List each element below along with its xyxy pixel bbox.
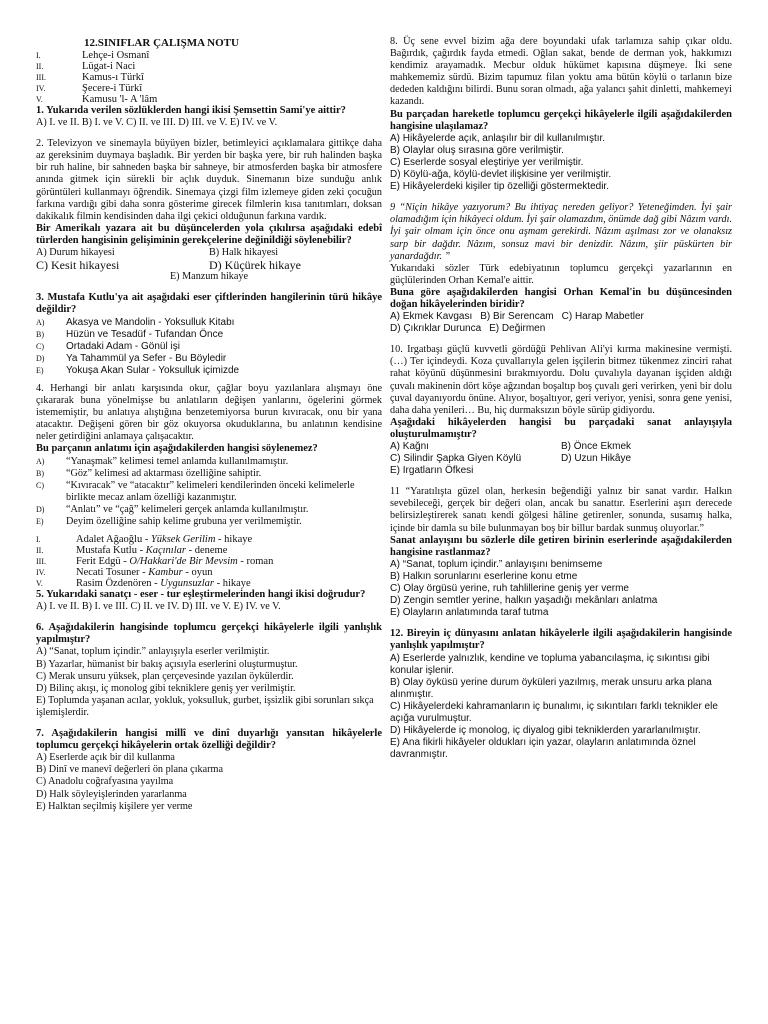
option-d: D) Küçürek hikaye (209, 258, 301, 273)
option-b: B) Yazarlar, hümanist bir bakış açısıyla eserlerini oluşturmuştur. (36, 658, 298, 670)
question-6 (36, 622, 382, 719)
question-stem: Aşağıdaki hikâyelerden hangisi bu parçadaki sanat anlayışıyla oluşturulmamıştır? (390, 416, 732, 440)
list-item: IV. Necati Tosuner - Kambur - oyun (36, 567, 213, 579)
list-item: V. Rasim Özdenören - Uygunsuzlar - hikaye (36, 578, 251, 590)
list-item: III. Ferit Edgü - O/Hakkari'de Bir Mevsim - roman (36, 556, 274, 568)
option-d: D) “Anlatı” ve “çağ” kelimeleri gerçek anlamda kullanılmıştır. (36, 503, 309, 515)
question-stem: 6. Aşağıdakilerin hangisinde toplumcu gerçekçi hikâyelerle ilgili yanlışlık yapılmıştır? (36, 622, 382, 646)
option-d: D) Hikâyelerde iç monolog, iç diyalog gibi tekniklerden yararlanılmıştır. (390, 725, 701, 737)
list-item: I. Adalet Ağaoğlu - Yüksek Gerilim - hikaye (36, 534, 253, 546)
option-c: C) Anadolu coğrafyasına yayılma (36, 776, 174, 788)
question-2 (36, 138, 382, 283)
question-passage: 2. Televizyon ve sinemayla büyüyen bizler, betimleyici açıklamalara gittikçe daha az gereksinim duymaya başladık. Bir yerden bir başka yere, bir ruh halinden başka bir ruh haline, bir sahneden başka bir sahneye, bir atmosferden başka bir atmosfere anında gitmek için sürekli bir açlık duyduk. Sinemanın bize sunduğu anlık görüntüleri kullanmayı öğrendik. Sinemaya çizgi film izlemeye giden zeki çocuğun farkına vardığı gibi daha sonra gösterime girecek filmlerin kısa tanıtımları, doksan dakikalık filmin kendisinden daha ilgi çekici olduğunun farkına vardık. (36, 138, 382, 222)
option-a: A) Akasya ve Mandolin - Yoksulluk Kitabı (36, 316, 235, 328)
option-e: E) Manzum hikaye (169, 271, 249, 283)
question-3 (36, 292, 382, 377)
option-c: C) Ortadaki Adam - Gönül işi (36, 340, 180, 352)
question-5 (36, 534, 382, 613)
option-a: A) Eserlerde açık bir dil kullanma (36, 752, 175, 764)
option-b: B) Hüzün ve Tesadüf - Tufandan Önce (36, 328, 224, 340)
question-passage: 10. Irgatbaşı güçlü kuvvetli gördüğü Pehlivan Ali'yi kırma makinesine vermişti. (…) Ter içindeydi. Koza çuvallarıyla gelen işçilerin bitmez tükenmez zinciri rahat rahat köyünü düşünmesini bırakmıyordu. Dolu çuvalıyla dayanan işçiden aldığı çuvalı makinenin dört köşe ağzından boşaltıp boş çuvalı geri verirken, yeni bir dolu çuval dayanıyordu önüne. Alıyor, boşaltıyor, geri veriyor, yenisi, sonra gene yenisi, daha daha yenileri… Bu, hiç durmaksızın böyle sürüp gidiyordu. (390, 344, 732, 416)
option-d: D) Halk söyleyişlerinden yararlanma (36, 788, 187, 800)
right-column (390, 36, 732, 761)
question-stem: Bu parçanın anlatımı için aşağıdakilerden hangisi söylenemez? (36, 443, 318, 455)
list-item: III. Kamus-ı Türkî (36, 72, 144, 83)
option-a: A) “Sanat, toplum içindir.” anlayışıyla eserler verilmiştir. (36, 646, 270, 658)
question-passage: 4. Herhangi bir anlatı karşısında okur, çağlar boyu yazılanlara alışmayı öne çıkararak buna yönelmişse bu anlatıların değişen yanlarını, ögelerini görmek istememiştir, bu anlatıya alıştığına benzetemiyorsa burun kıvıracak, onu bir yana atacaktır. Değişeni gören bir göz okuyorsa okuduklarına, bu anlatının kendisine neler getirdiğini anlamaya çalışacaktır. (36, 382, 382, 443)
option-e: E) Ana fikirli hikâyeler oldukları için yazar, olayların anlatımında öznel davranmıştır. (390, 737, 696, 761)
option-d: D) Bilinç akışı, iç monolog gibi tekniklere geniş yer verilmiştir. (36, 682, 296, 694)
option-a: A) Hikâyelerde açık, anlaşılır bir dil kullanılmıştır. (390, 132, 606, 144)
list-item: V. Kamusu 'l- A 'lâm (36, 94, 158, 105)
option-e: E) Değirmen (489, 323, 546, 335)
question-12 (390, 628, 732, 761)
question-stem: 5. Yukarıdaki sanatçı - eser - tur eşleştirmelerinden hangi ikisi doğrudur? (36, 589, 366, 601)
question-stem: Buna göre aşağıdakilerden hangisi Orhan Kemal'in bu düşüncesinden doğan hikâyelerinden biridir? (390, 286, 732, 310)
option-c: C) Harap Mabetler (561, 311, 644, 323)
question-stem: 3. Mustafa Kutlu'ya ait aşağıdaki eser çiftlerinden hangilerinin türü hikâye değildir? (36, 292, 382, 316)
option-b: B) Olaylar oluş sırasına göre verilmiştir. (390, 144, 564, 156)
list-item: I. Lehçe-i Osmanî (36, 50, 150, 61)
question-11 (390, 486, 732, 619)
list-item: II. Mustafa Kutlu - Kaçınılar - deneme (36, 545, 228, 557)
left-column (36, 36, 382, 813)
question-1 (36, 50, 382, 129)
list-item: IV. Şecere-i Türkî (36, 83, 143, 94)
option-b: B) Bir Serencam (480, 311, 554, 323)
option-d: D) Köylü-ağa, köylü-devlet ilişkisine yer verilmiştir. (390, 169, 612, 181)
option-b: B) Halk hikayesi (209, 247, 279, 259)
question-passage: 8. Üç sene evvel bizim ağa dere boyundaki ufak tarlamıza sahip çıkar oldu. Bağırdık, çağırdık fayda etmedi. Oğlan sakat, bende de derman yok, hakkımızı kendimiz arayamadık. Mecbur olduk hükümet kapısına düşmeye. İki sene mahkememiz sürdü. Bizim tapumuz filan yoktu ama bütün köylü o tarlanın bize dededen kaldığını bilirdi. Bunu soran olmadı, ağa yalancı şahit dinletti, mahkemeyi kazandı. (390, 36, 732, 108)
option-c: C) Kesit hikayesi (36, 258, 120, 273)
option-c: C) Hikâyelerdeki kahramanların iç bunalımı, iç sıkıntıları farklı teknikler ele açığa vurulmuştur. (390, 700, 718, 724)
question-passage: 11 “Yaratılışta güzel olan, herkesin beğendiği yalnız bir sanat vardır. Halkın sevebileceği, gerçek bir değeri olan, ancak bu sanattır. Eserlerini aşırı derecede belirsizleştirerek sanatı kendi gölgesi hâline getirenler, sonunda, susamış halka, içinde bir damla su bile bulunmayan boş bir billur bardak sunmuş oluyorlar.” (390, 486, 732, 534)
option-b: B) Önce Ekmek (561, 441, 632, 452)
option-c: C) Silindir Şapka Giyen Köylü (390, 453, 522, 465)
question-stem: 1. Yukarıda verilen sözlüklerden hangi ikisi Şemsettin Sami'ye aittir? (36, 105, 346, 116)
option-e: E) Olayların anlatımında taraf tutma (390, 607, 549, 619)
option-d: D) Çıkrıklar Durunca (390, 323, 482, 335)
question-8 (390, 36, 732, 193)
option-e: E) Hikâyelerdeki kişiler tip özelliği göstermektedir. (390, 181, 609, 193)
option-c: C) “Kıvıracak” ve “atacaktır” kelimeleri kendilerinden önceki kelimelerle birlikte mecaz anlam özelliği kazanmıştır. (36, 479, 355, 503)
question-stem: 7. Aşağıdakilerin hangisi millî ve dinî duyarlığı yansıtan hikâyelerle toplumcu gerçekçi hikâyelerin ortak özelliği değildir? (36, 728, 382, 752)
question-7 (36, 728, 382, 813)
option-d: D) Uzun Hikâye (561, 453, 632, 465)
option-c: C) Olay örgüsü yerine, ruh tahlillerine geniş yer verme (390, 583, 629, 595)
option-b: B) “Göz” kelimesi ad aktarması özelliğine sahiptir. (36, 467, 262, 479)
question-9 (390, 202, 732, 335)
question-stem: Sanat anlayışını bu sözlerle dile getiren birinin eserlerinde aşağıdakilerden hangisine rastlanmaz? (390, 534, 732, 558)
option-e: E) Irgatların Öfkesi (390, 465, 474, 477)
question-stem: Bir Amerikalı yazara ait bu düşüncelerden yola çıkılırsa aşağıdaki edebî türlerden hangisinin gelişiminin gerekçelerine değinildiği söylenebilir? (36, 222, 382, 246)
option-e: E) Yokuşa Akan Sular - Yoksulluk içimizde (36, 364, 240, 376)
option-c: C) Eserlerde sosyal eleştiriye yer verilmiştir. (390, 156, 584, 168)
option-a: A) Eserlerde yalnızlık, kendine ve topluma yabancılaşma, iç sıkıntısı gibi konular işlenir. (390, 652, 710, 676)
option-a: A) Kağnı (390, 441, 429, 452)
option-d: D) Ya Tahammül ya Sefer - Bu Böyledir (36, 352, 227, 364)
option-e: E) Toplumda yaşanan acılar, yokluk, yoksulluk, gurbet, işsizlik gibi sorunları sıkça işlemişlerdir. (36, 694, 374, 718)
list-item: II. Lügat-i Naci (36, 61, 136, 72)
question-4 (36, 383, 382, 528)
option-a: A) “Yanaşmak” kelimesi temel anlamda kullanılmamıştır. (36, 455, 289, 467)
question-10 (390, 344, 732, 477)
option-b: B) Halkın sorunlarını eserlerine konu etme (390, 570, 578, 582)
option-b: B) Olay öyküsü yerine durum öyküleri yazılmış, merak unsuru arka plana alınmıştır. (390, 676, 712, 700)
option-d: D) Zengin semtler yerine, halkın yaşadığı mekânları anlatma (390, 595, 658, 607)
option-c: C) Merak unsuru yüksek, plan çerçevesinde yazılan öykülerdir. (36, 670, 294, 682)
option-a: A) “Sanat, toplum içindir.” anlayışını benimseme (390, 558, 603, 570)
option-a: A) Ekmek Kavgası (390, 311, 473, 323)
question-stem: 12. Bireyin iç dünyasını anlatan hikâyelerle ilgili aşağıdakilerin hangisinde yanlışlık yapılmıştır? (390, 628, 732, 652)
question-stem: Bu parçadan hareketle toplumcu gerçekçi hikâyelerle ilgili aşağıdakilerden hangisine ulaşılamaz? (390, 108, 732, 132)
option-e: E) Deyim özelliğine sahip kelime grubuna yer verilmemiştir. (36, 516, 302, 527)
question-passage: Yukarıdaki sözler Türk edebiyatının toplumcu gerçekçi yazarlarının en güçlülerinden Orhan Kemal'e aittir. (390, 262, 732, 286)
answer-options: A) I. ve II. B) I. ve V. C) II. ve III. D) III. ve V. E) IV. ve V. (36, 117, 278, 129)
answer-options: A) I. ve II. B) I. ve III. C) II. ve IV. D) III. ve V. E) IV. ve V. (36, 601, 281, 613)
question-quote: 9 “Niçin hikâye yazıyorum? Bu ihtiyaç nereden geliyor? Yeteneğimden. İyi şair olamadığım için hikâyeci oldum. İyi şair olamazdım, önümde dağ gibi Nâzım vardı. İyi şair olmam için önce onu aşmam gerekirdi. Nâzım aşılması zor ve olanaksız sarp bir dağdır. Nâzım, sonsuz mavi bir denizdir. Nâzım, şiir püskürten bir yanardağdır. ” (390, 202, 732, 262)
page-title: 12.SINIFLAR ÇALIŞMA NOTU (84, 37, 239, 49)
option-a: A) Durum hikayesi (36, 247, 115, 259)
option-b: B) Dinî ve manevî değerleri ön plana çıkarma (36, 764, 223, 776)
option-e: E) Halktan seçilmiş kişilere yer verme (36, 800, 193, 812)
